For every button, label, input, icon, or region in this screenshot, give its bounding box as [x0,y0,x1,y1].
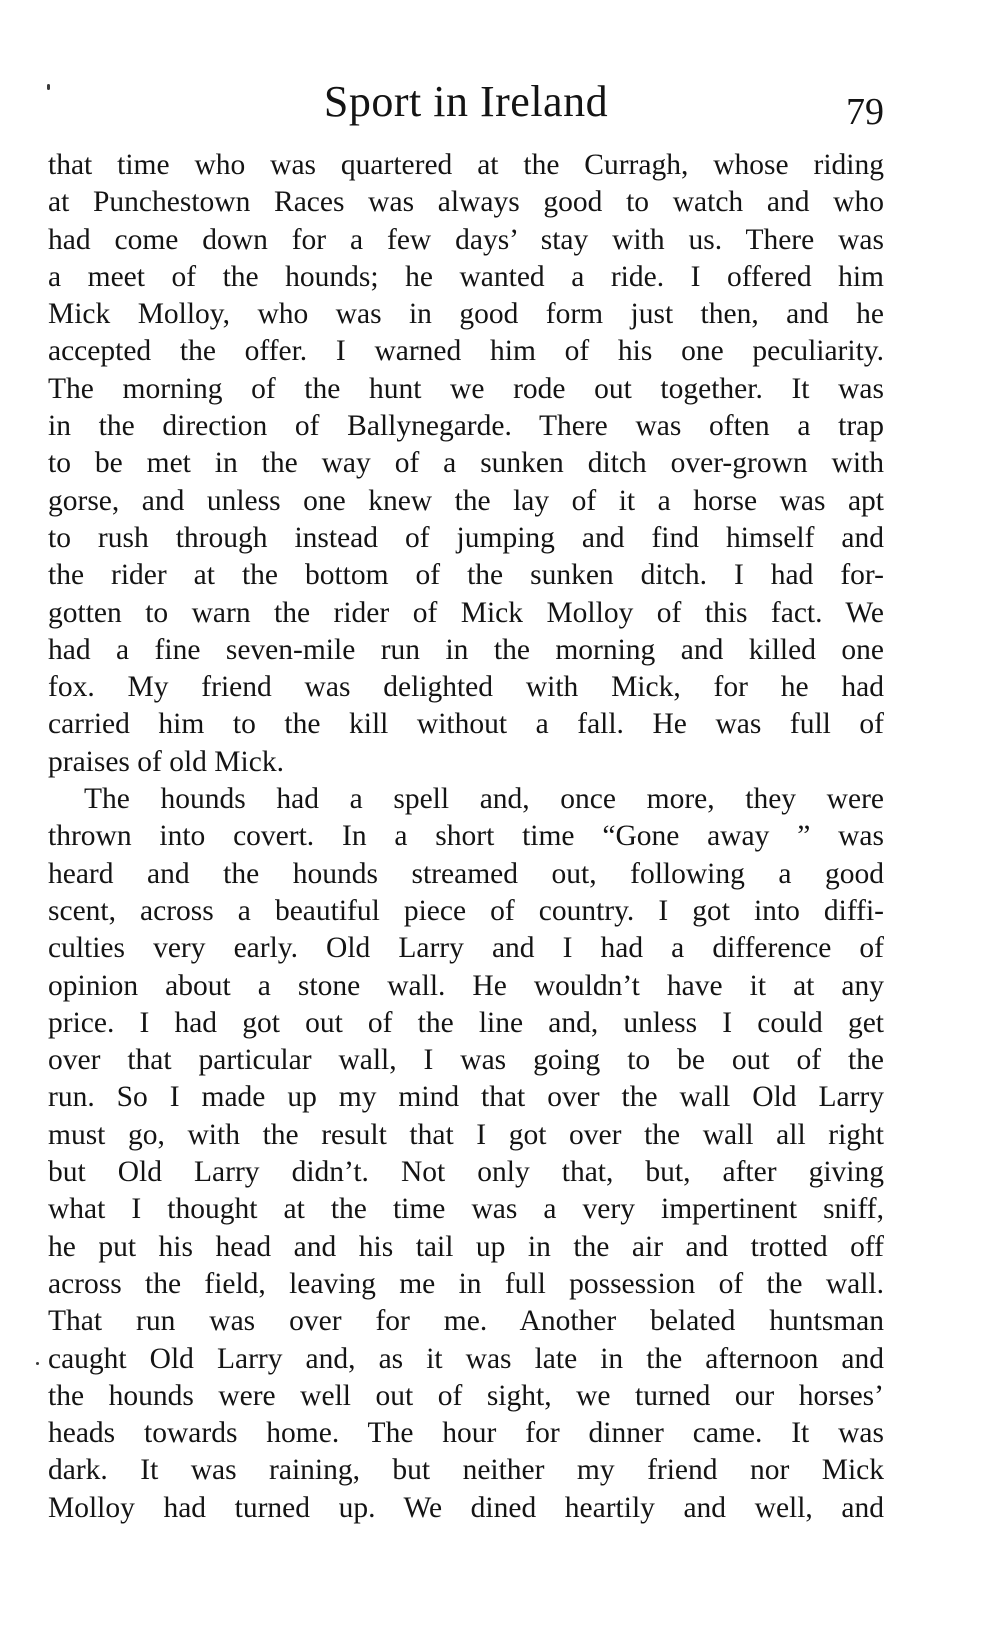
text-line: had a fine seven-mile run in the morning and killed one [48,633,884,666]
paragraph-start-line: The hounds had a spell and, once more, they were [84,783,884,816]
text-line: that time who was quartered at the Curragh, whose riding [48,149,884,181]
text-line: to rush through instead of jumping and find himself and [48,521,884,554]
text-line: The morning of the hunt we rode out together. It was [48,372,884,405]
text-line: price. I had got out of the line and, unless I could get [48,1006,884,1039]
text-line: gotten to warn the rider of Mick Molloy of this fact. We [48,596,884,629]
running-head [48,72,884,142]
text-line: scent, across a beautiful piece of country. I got into diffi- [48,894,884,927]
paragraph-end-line: praises of old Mick. [48,745,284,778]
text-line: That run was over for me. Another belated huntsman [48,1305,884,1338]
text-line: heads towards home. The hour for dinner came. It was [48,1417,884,1450]
text-line: a meet of the hounds; he wanted a ride. I offered him [48,260,884,293]
running-title: Sport in Ireland [323,77,609,126]
text-line: must go, with the result that I got over the wall all right [48,1118,884,1151]
text-line: in the direction of Ballynegarde. There was often a trap [48,410,884,443]
text-line: at Punchestown Races was always good to watch and who [48,186,884,219]
page-number: 79 [846,91,884,133]
text-line: thrown into covert. In a short time “Gone away ” was [48,820,884,853]
text-line: the rider at the bottom of the sunken ditch. I had for- [48,559,884,592]
text-line: the hounds were well out of sight, we turned our horses’ [48,1379,884,1412]
text-line: Molloy had turned up. We dined heartily and well, and [48,1491,884,1524]
text-line: opinion about a stone wall. He wouldn’t have it at any [48,969,884,1002]
body-text [48,147,884,1527]
text-line: over that particular wall, I was going to be out of the [48,1044,884,1077]
text-line: fox. My friend was delighted with Mick, for he had [48,671,884,704]
text-line: dark. It was raining, but neither my friend nor Mick [48,1454,884,1487]
text-line: gorse, and unless one knew the lay of it a horse was apt [48,484,884,517]
text-line: carried him to the kill without a fall. He was full of [48,708,884,741]
text-line: but Old Larry didn’t. Not only that, but, after giving [48,1156,884,1189]
text-line: he put his head and his tail up in the air and trotted off [48,1230,884,1263]
text-line: to be met in the way of a sunken ditch over-grown with [48,447,884,480]
text-line: Mick Molloy, who was in good form just then, and he [48,298,884,331]
text-line: had come down for a few days’ stay with us. There was [48,223,884,256]
text-line: what I thought at the time was a very impertinent sniff, [48,1193,884,1226]
text-line: heard and the hounds streamed out, following a good [48,857,884,890]
text-line: run. So I made up my mind that over the wall Old Larry [48,1081,884,1114]
print-speck [36,1362,39,1365]
text-line: accepted the offer. I warned him of his one peculiarity. [48,335,884,368]
text-line: caught Old Larry and, as it was late in the afternoon and [48,1342,884,1375]
text-line: culties very early. Old Larry and I had a difference of [48,932,884,965]
text-line: across the field, leaving me in full possession of the wall. [48,1267,884,1300]
